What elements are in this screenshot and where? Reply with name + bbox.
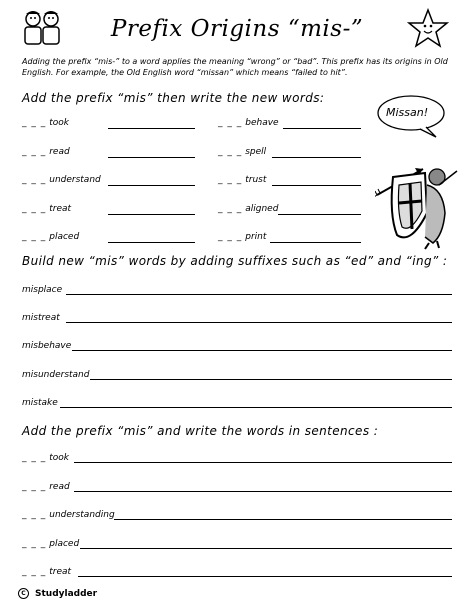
section2-row-1: misplace — [22, 285, 63, 295]
section1-heading: Add the prefix “mis” then write the new words: — [22, 91, 325, 105]
section3-row-1: _ _ _ took — [22, 453, 69, 463]
section1-right-row-2: _ _ _ spell — [218, 147, 267, 157]
copyright-icon: C — [18, 588, 29, 599]
answer-line[interactable] — [78, 575, 452, 577]
answer-line[interactable] — [272, 156, 361, 158]
answer-line[interactable] — [114, 518, 452, 520]
section1-left-row-5: _ _ _ placed — [22, 232, 80, 242]
section1-right-row-3: _ _ _ trust — [218, 175, 267, 185]
section1-left-row-4: _ _ _ treat — [22, 204, 72, 214]
section1-left-row-2: _ _ _ read — [22, 147, 70, 157]
section2-row-3: misbehave — [22, 341, 72, 351]
knight-shield-icon — [375, 155, 460, 250]
section1-right-row-4: _ _ _ aligned — [218, 204, 279, 214]
answer-line[interactable] — [272, 184, 361, 186]
footer-brand — [18, 588, 97, 599]
section1-right-row-1: _ _ _ behave — [218, 118, 279, 128]
intro-paragraph: Adding the prefix “mis-” to a word applies the meaning “wrong” or “bad”. This prefix has its origins in Old English. For example, the Old English word “missan” which means “failed to hit”. — [22, 57, 448, 77]
answer-line[interactable] — [72, 349, 452, 351]
answer-line[interactable] — [74, 461, 452, 463]
answer-line[interactable] — [66, 321, 452, 323]
answer-line[interactable] — [283, 127, 361, 129]
answer-line[interactable] — [80, 547, 452, 549]
answer-line[interactable] — [108, 127, 195, 129]
section3-row-3: _ _ _ understanding — [22, 510, 115, 520]
section3-row-2: _ _ _ read — [22, 482, 70, 492]
answer-line[interactable] — [108, 156, 195, 158]
section2-row-5: mistake — [22, 398, 58, 408]
section1-left-row-1: _ _ _ took — [22, 118, 69, 128]
answer-line[interactable] — [74, 490, 452, 492]
section1-left-row-3: _ _ _ understand — [22, 175, 101, 185]
answer-line[interactable] — [66, 293, 452, 295]
answer-line[interactable] — [108, 184, 195, 186]
page-title: Prefix Origins “mis-” — [110, 16, 364, 42]
answer-line[interactable] — [90, 378, 452, 380]
answer-line[interactable] — [108, 213, 195, 215]
section1-right-row-5: _ _ _ print — [218, 232, 267, 242]
section2-row-4: misunderstand — [22, 370, 90, 380]
answer-line[interactable] — [270, 241, 361, 243]
section2-row-2: mistreat — [22, 313, 60, 323]
speech-bubble-text: Missan! — [386, 106, 429, 119]
answer-line[interactable] — [60, 406, 452, 408]
section3-row-5: _ _ _ treat — [22, 567, 72, 577]
answer-line[interactable] — [278, 213, 361, 215]
brand-name: Studyladder — [35, 588, 98, 599]
answer-line[interactable] — [108, 241, 195, 243]
section3-row-4: _ _ _ placed — [22, 539, 80, 549]
smiling-star-icon — [407, 8, 449, 48]
section2-heading: Build new “mis” words by adding suffixes such as “ed” and “ing” : — [22, 254, 448, 268]
section3-heading: Add the prefix “mis” and write the words in sentences : — [22, 424, 379, 438]
